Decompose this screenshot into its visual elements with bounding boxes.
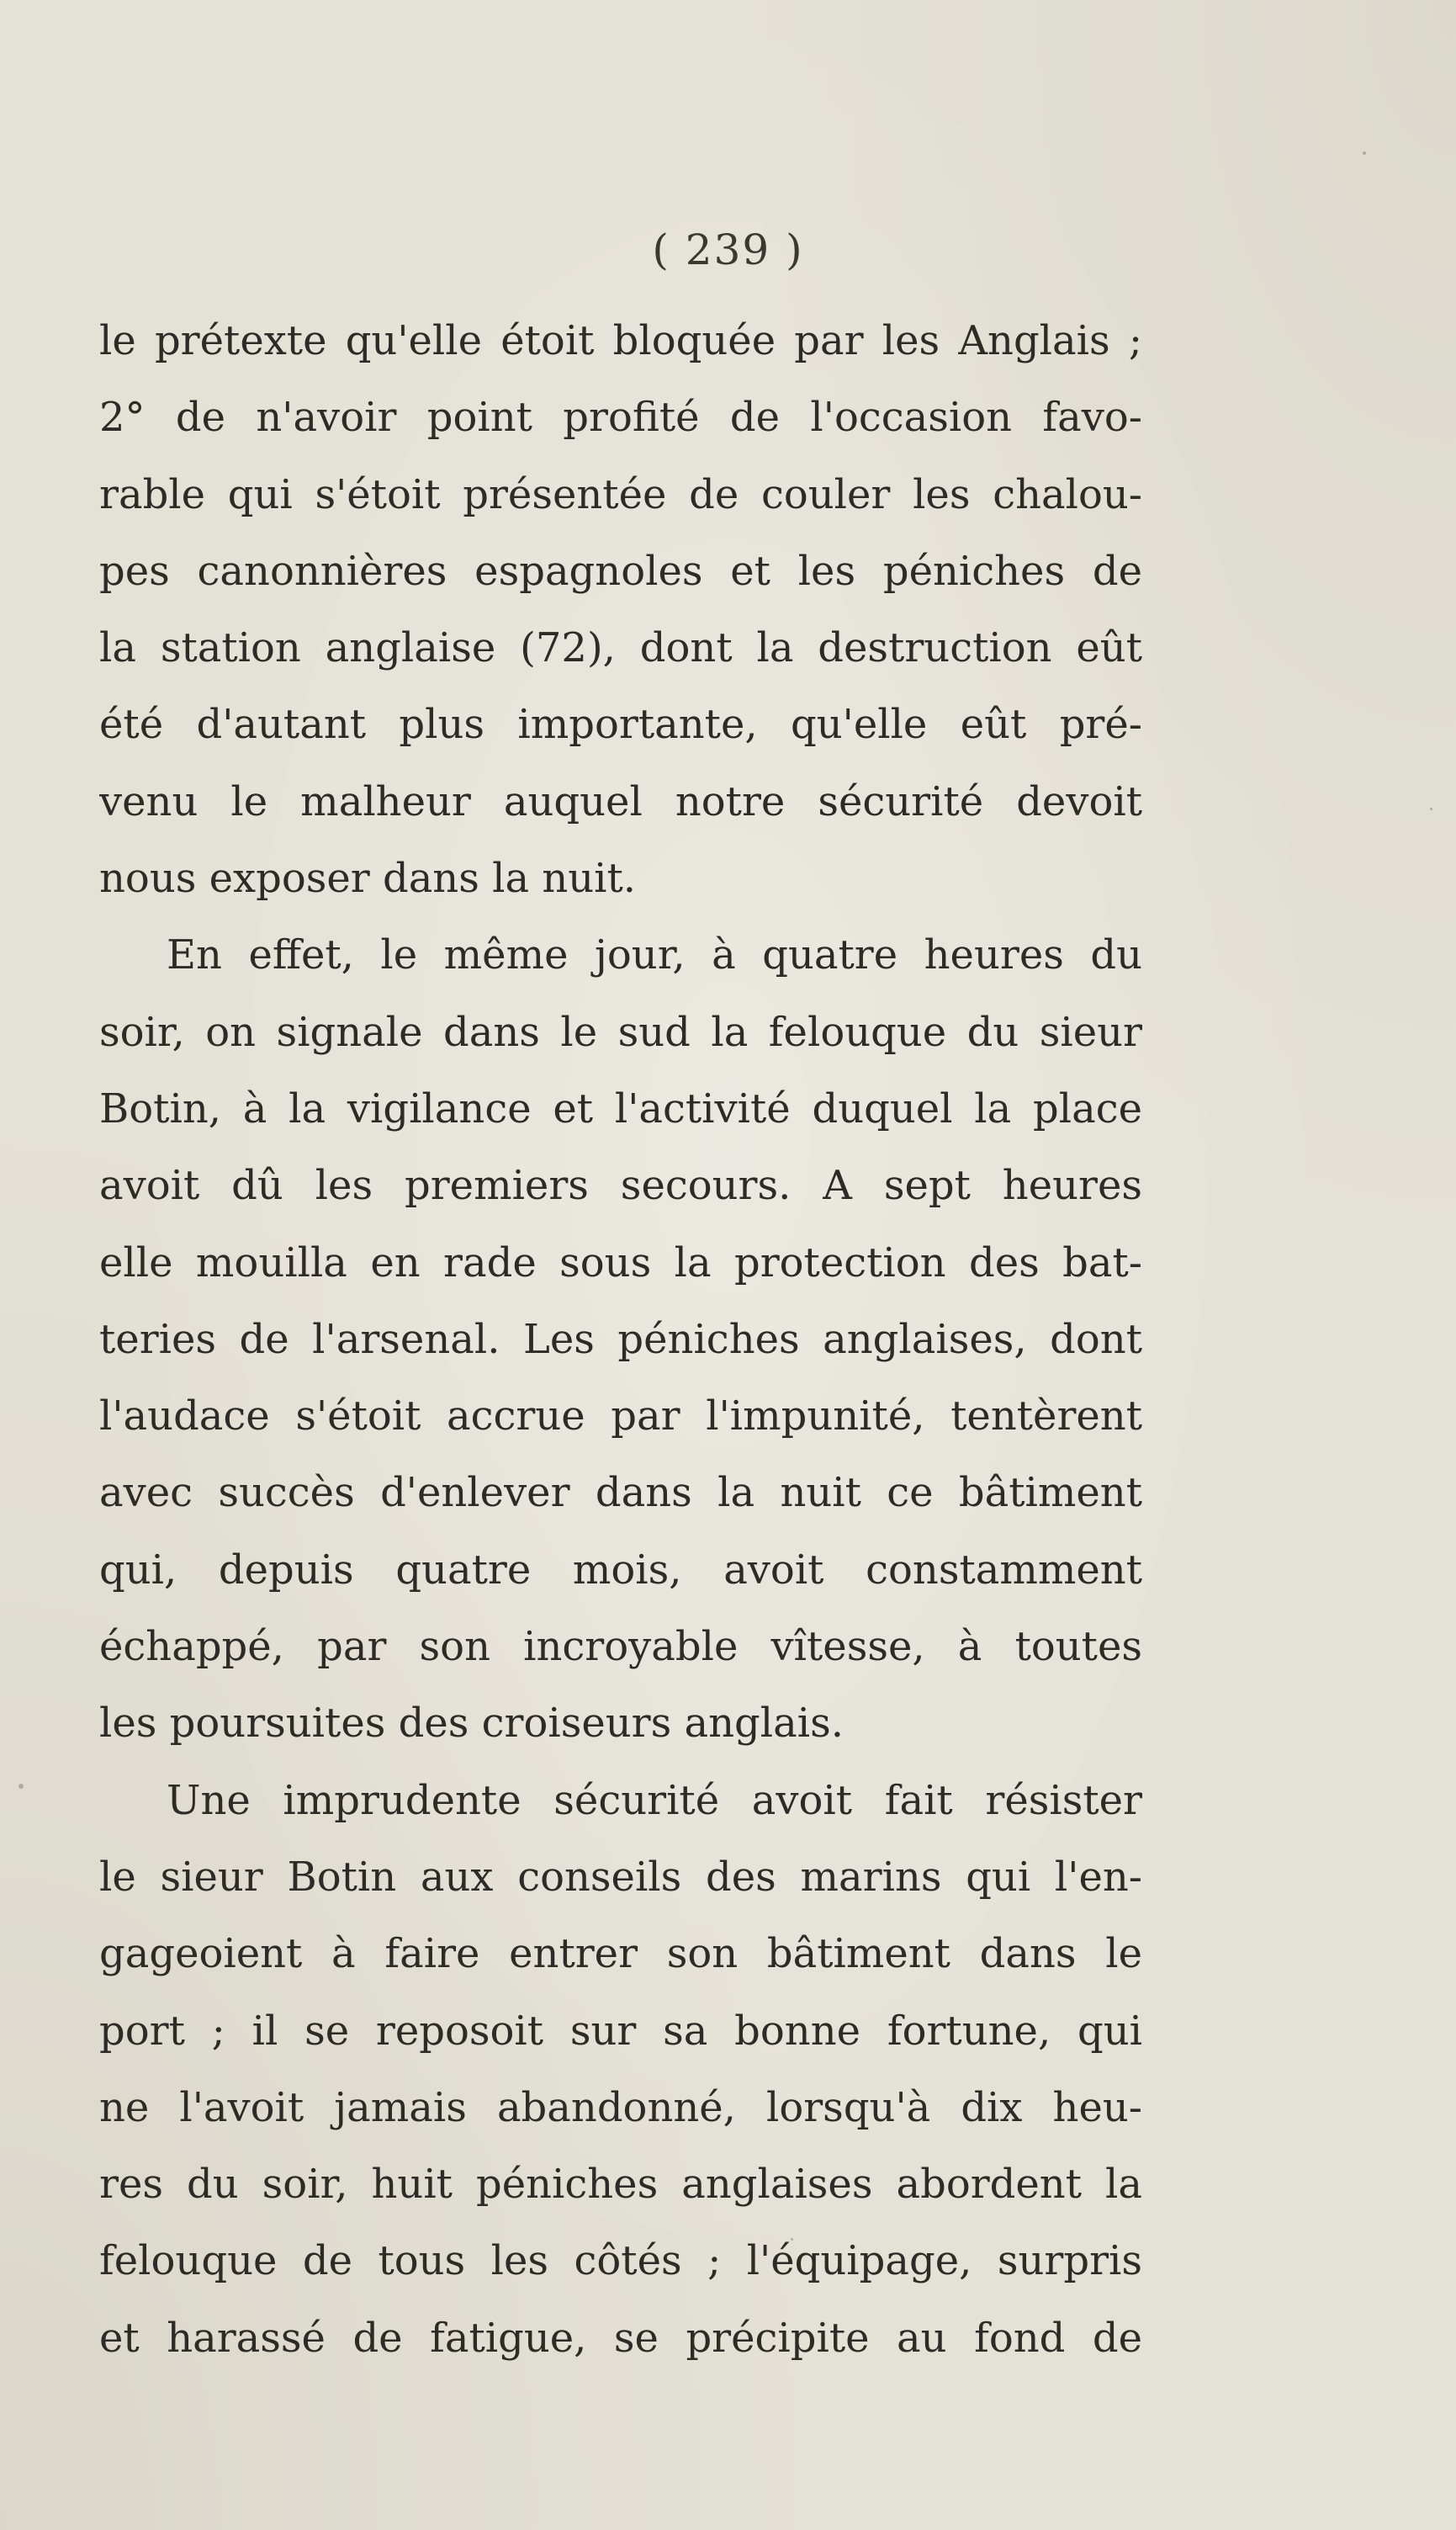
text-line: avoit dû les premiers secours. A sept heures xyxy=(99,1162,1142,1210)
text-line: qui, depuis quatre mois, avoit constamment xyxy=(99,1546,1142,1594)
text-line: teries de l'arsenal. Les péniches anglaises, dont xyxy=(99,1315,1142,1363)
text-line: port ; il se reposoit sur sa bonne fortune, qui xyxy=(99,2007,1142,2055)
paper-fleck xyxy=(791,2238,793,2241)
text-line: pes canonnières espagnoles et les péniches de xyxy=(99,547,1142,595)
text-line: le prétexte qu'elle étoit bloquée par les Anglais ; xyxy=(99,317,1142,364)
text-line: les poursuites des croiseurs anglais. xyxy=(99,1700,844,1748)
text-line: Botin, à la vigilance et l'activité duquel la place xyxy=(99,1085,1142,1132)
text-line: 2° de n'avoir point profité de l'occasion favo- xyxy=(99,394,1142,442)
text-line: En effet, le même jour, à quatre heures du xyxy=(167,931,1142,979)
page-number: ( 239 ) xyxy=(652,225,804,274)
body-text xyxy=(99,303,1142,2377)
text-line: le sieur Botin aux conseils des marins qui l'en- xyxy=(99,1853,1142,1901)
text-line: et harassé de fatigue, se précipite au fond de xyxy=(99,2314,1142,2362)
text-line: res du soir, huit péniches anglaises abordent la xyxy=(99,2161,1142,2209)
text-line: felouque de tous les côtés ; l'équipage, surpris xyxy=(99,2237,1142,2285)
text-line: ne l'avoit jamais abandonné, lorsqu'à dix heu- xyxy=(99,2083,1142,2131)
text-line: soir, on signale dans le sud la felouque du sieur xyxy=(99,1008,1142,1056)
paper-fleck xyxy=(1363,151,1366,155)
text-line: été d'autant plus importante, qu'elle eût pré- xyxy=(99,701,1142,749)
paper-fleck xyxy=(1430,808,1432,810)
paper-fleck xyxy=(19,1784,24,1789)
text-line: gageoient à faire entrer son bâtiment dans le xyxy=(99,1930,1142,1978)
text-line: venu le malheur auquel notre sécurité devoit xyxy=(99,777,1142,825)
text-line: la station anglaise (72), dont la destruction eût xyxy=(99,624,1142,672)
text-line: l'audace s'étoit accrue par l'impunité, tentèrent xyxy=(99,1392,1142,1440)
text-line: nous exposer dans la nuit. xyxy=(99,855,637,903)
text-line: Une imprudente sécurité avoit fait résister xyxy=(167,1776,1142,1824)
text-line: elle mouilla en rade sous la protection des bat- xyxy=(99,1238,1142,1286)
text-line: échappé, par son incroyable vîtesse, à toutes xyxy=(99,1623,1142,1671)
text-line: rable qui s'étoit présentée de couler les chalou- xyxy=(99,470,1142,518)
text-line: avec succès d'enlever dans la nuit ce bâtiment xyxy=(99,1469,1142,1517)
